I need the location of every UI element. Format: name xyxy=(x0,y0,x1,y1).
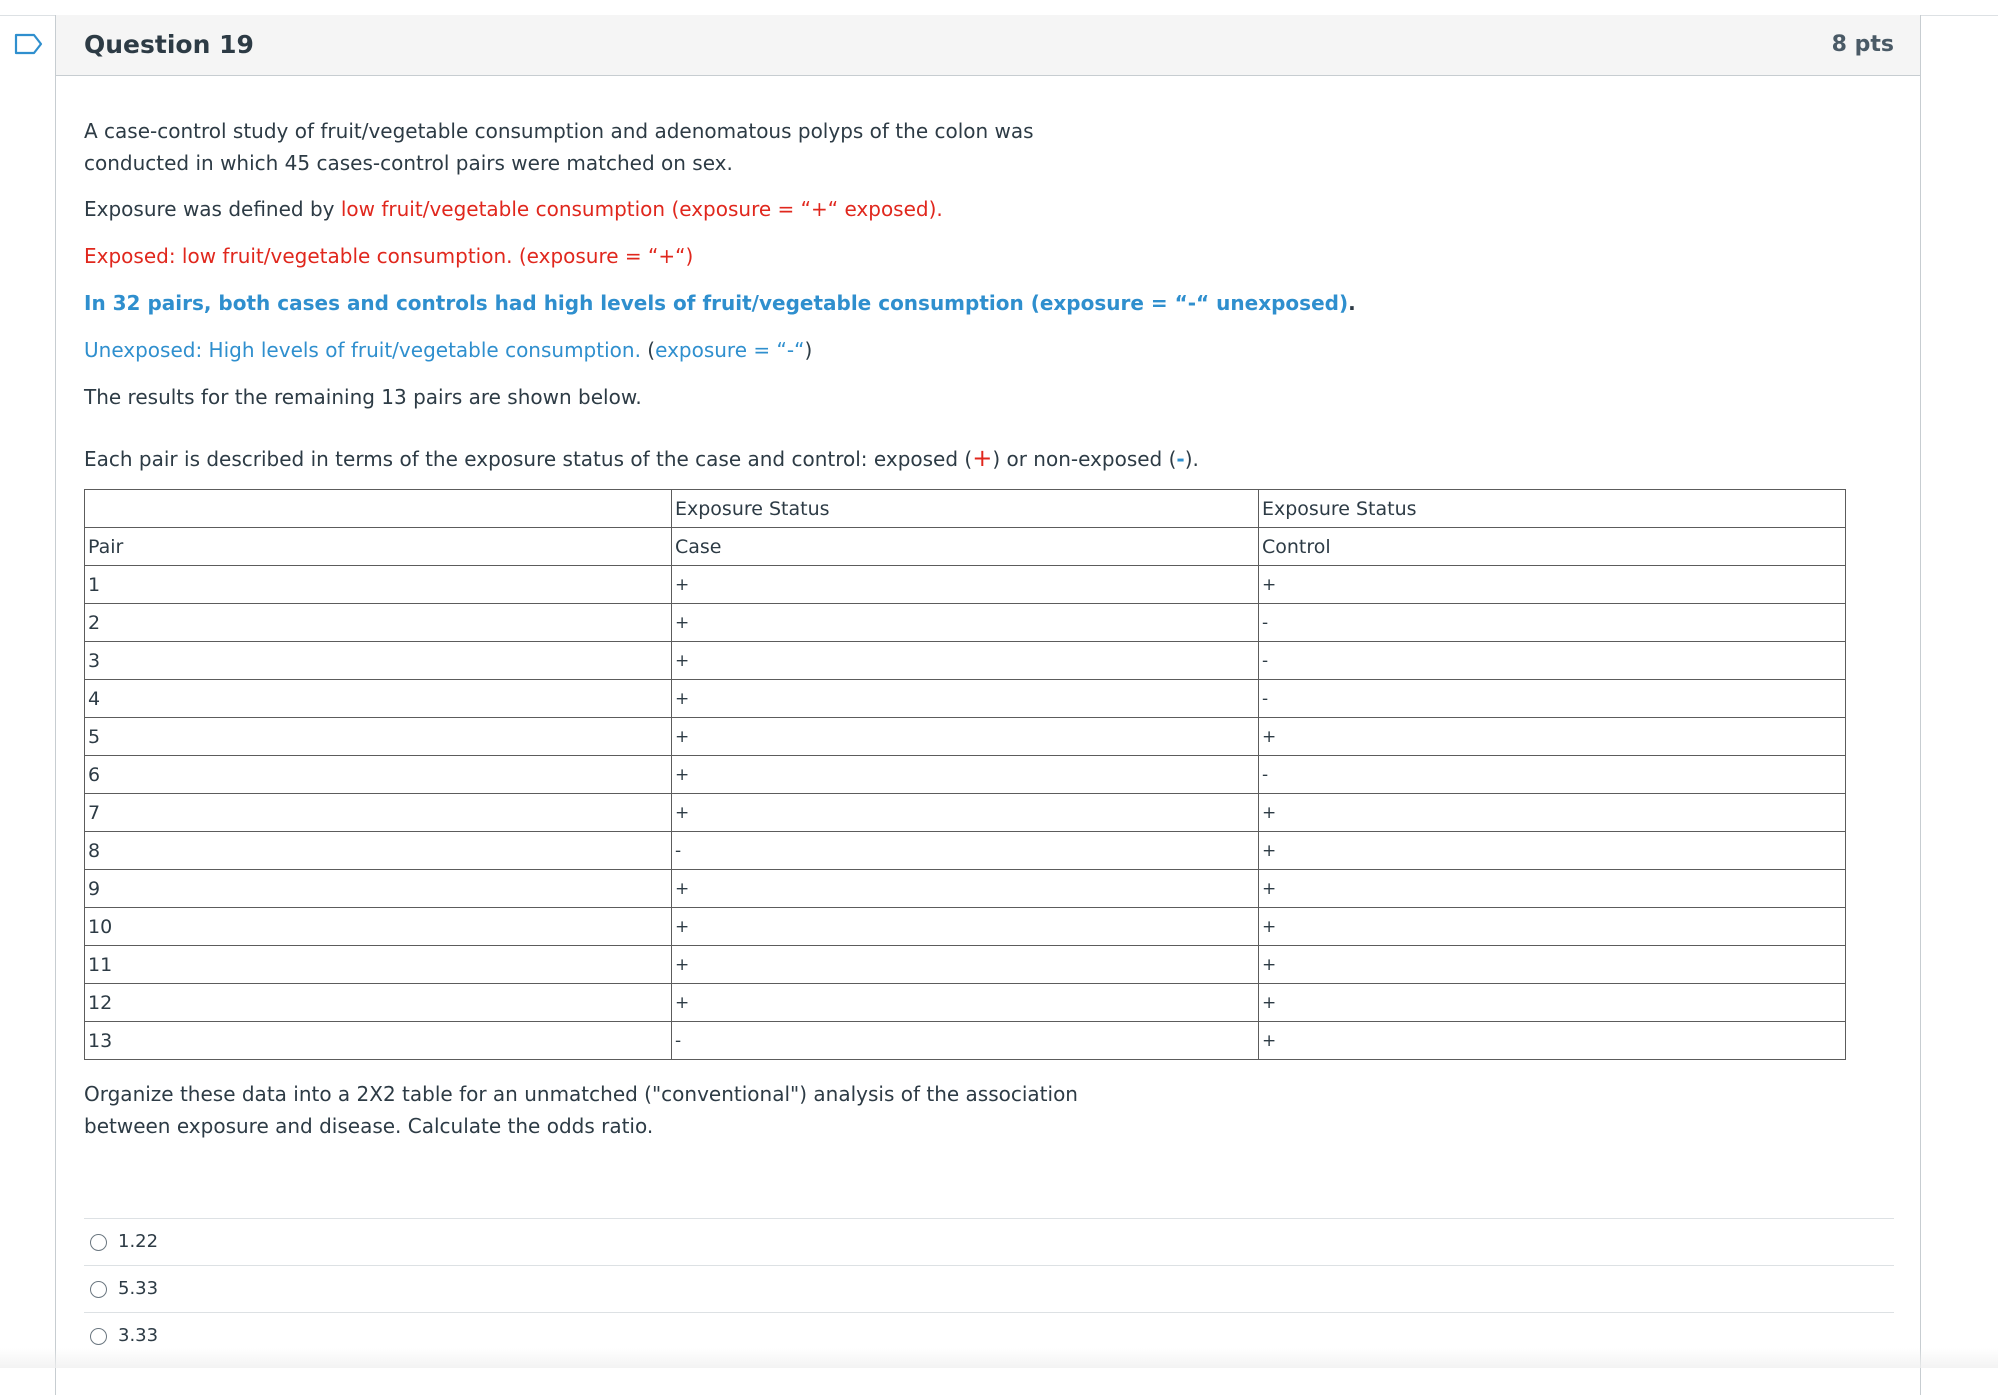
radio-button[interactable] xyxy=(90,1281,107,1298)
exposure-definition-red: low fruit/vegetable consumption (exposure = “+“ exposed). xyxy=(341,197,943,221)
question-points: 8 pts xyxy=(1832,32,1894,57)
pair-cell: 9 xyxy=(85,870,672,908)
table-header-cell: Exposure Status xyxy=(672,490,1259,528)
case-cell: + xyxy=(672,566,1259,604)
pair-cell: 11 xyxy=(85,946,672,984)
control-cell: + xyxy=(1259,566,1846,604)
control-cell: - xyxy=(1259,680,1846,718)
case-cell: + xyxy=(672,756,1259,794)
table-header-cell: Control xyxy=(1259,528,1846,566)
table-row xyxy=(85,756,1846,794)
unexposed-paren-close: ) xyxy=(804,338,812,362)
exposure-definition-lead: Exposure was defined by xyxy=(84,197,341,221)
answer-list xyxy=(84,1218,1894,1359)
table-row xyxy=(85,794,1846,832)
table-header-row xyxy=(85,528,1846,566)
case-cell: - xyxy=(672,832,1259,870)
table-row xyxy=(85,870,1846,908)
case-cell: + xyxy=(672,642,1259,680)
table-row xyxy=(85,566,1846,604)
table-row xyxy=(85,1022,1846,1060)
table-row xyxy=(85,832,1846,870)
radio-button[interactable] xyxy=(90,1328,107,1345)
answer-option[interactable] xyxy=(84,1265,1894,1312)
pair-cell: 12 xyxy=(85,984,672,1022)
control-cell: + xyxy=(1259,870,1846,908)
pair-cell: 4 xyxy=(85,680,672,718)
pairs-table xyxy=(84,489,1846,1060)
control-cell: - xyxy=(1259,642,1846,680)
table-header-cell: Case xyxy=(672,528,1259,566)
answer-label: 1.22 xyxy=(118,1231,158,1252)
control-cell: + xyxy=(1259,946,1846,984)
control-cell: + xyxy=(1259,794,1846,832)
minus-symbol: - xyxy=(1176,447,1184,471)
plus-symbol: + xyxy=(972,444,992,472)
pair-cell: 8 xyxy=(85,832,672,870)
table-header-cell: Exposure Status xyxy=(1259,490,1846,528)
table-header-cell: Pair xyxy=(85,528,672,566)
table-row xyxy=(85,946,1846,984)
pair-cell: 5 xyxy=(85,718,672,756)
pair-cell: 10 xyxy=(85,908,672,946)
control-cell: + xyxy=(1259,1022,1846,1060)
control-cell: + xyxy=(1259,984,1846,1022)
table-row xyxy=(85,908,1846,946)
remaining-pairs-text: The results for the remaining 13 pairs are shown below. xyxy=(84,381,1894,413)
case-cell: + xyxy=(672,718,1259,756)
case-cell: + xyxy=(672,984,1259,1022)
case-cell: + xyxy=(672,680,1259,718)
case-cell: + xyxy=(672,604,1259,642)
pair-description-end: ). xyxy=(1185,447,1199,471)
question-card xyxy=(55,15,1921,1395)
question-header xyxy=(56,15,1920,76)
pair-description-mid: ) or non-exposed ( xyxy=(992,447,1176,471)
table-row xyxy=(85,984,1846,1022)
control-cell: - xyxy=(1259,604,1846,642)
unexposed-paren-open: ( xyxy=(641,338,655,362)
table-row xyxy=(85,718,1846,756)
pairs-summary-blue: In 32 pairs, both cases and controls had high levels of fruit/vegetable consumption (exposure = “-“ unexposed) xyxy=(84,291,1348,315)
unexposed-definition xyxy=(84,334,1894,366)
control-cell: + xyxy=(1259,908,1846,946)
pair-description xyxy=(84,442,1894,475)
instruction-text: Organize these data into a 2X2 table for an unmatched ("conventional") analysis of the association between exposure and disease. Calculate the odds ratio. xyxy=(84,1078,1124,1142)
unexposed-definition-exposure: exposure = “-“ xyxy=(655,338,804,362)
bookmark-icon[interactable] xyxy=(14,33,44,55)
answer-label: 5.33 xyxy=(118,1278,158,1299)
control-cell: + xyxy=(1259,832,1846,870)
pair-cell: 1 xyxy=(85,566,672,604)
table-header-cell xyxy=(85,490,672,528)
case-cell: + xyxy=(672,870,1259,908)
pair-cell: 13 xyxy=(85,1022,672,1060)
table-row xyxy=(85,680,1846,718)
radio-button[interactable] xyxy=(90,1234,107,1251)
pairs-summary-tail: . xyxy=(1348,291,1356,315)
answer-option[interactable] xyxy=(84,1218,1894,1265)
table-header-row xyxy=(85,490,1846,528)
pair-cell: 3 xyxy=(85,642,672,680)
control-cell: - xyxy=(1259,756,1846,794)
pair-description-lead: Each pair is described in terms of the exposure status of the case and control: exposed ( xyxy=(84,447,972,471)
bottom-fade xyxy=(0,1348,1998,1368)
table-row xyxy=(85,604,1846,642)
question-title: Question 19 xyxy=(84,30,254,59)
intro-paragraph: A case-control study of fruit/vegetable consumption and adenomatous polyps of the colon was conducted in which 45 cases-control pairs were matched on sex. xyxy=(84,115,1124,179)
exposed-definition: Exposed: low fruit/vegetable consumption. (exposure = “+“) xyxy=(84,240,1894,272)
case-cell: + xyxy=(672,794,1259,832)
case-cell: + xyxy=(672,946,1259,984)
unexposed-definition-blue: Unexposed: High levels of fruit/vegetable consumption. xyxy=(84,338,641,362)
pair-cell: 7 xyxy=(85,794,672,832)
case-cell: - xyxy=(672,1022,1259,1060)
answer-label: 3.33 xyxy=(118,1325,158,1346)
case-cell: + xyxy=(672,908,1259,946)
pair-cell: 6 xyxy=(85,756,672,794)
pairs-summary xyxy=(84,287,1894,319)
exposure-definition xyxy=(84,193,1894,225)
control-cell: + xyxy=(1259,718,1846,756)
question-body xyxy=(84,115,1894,1142)
table-row xyxy=(85,642,1846,680)
pair-cell: 2 xyxy=(85,604,672,642)
